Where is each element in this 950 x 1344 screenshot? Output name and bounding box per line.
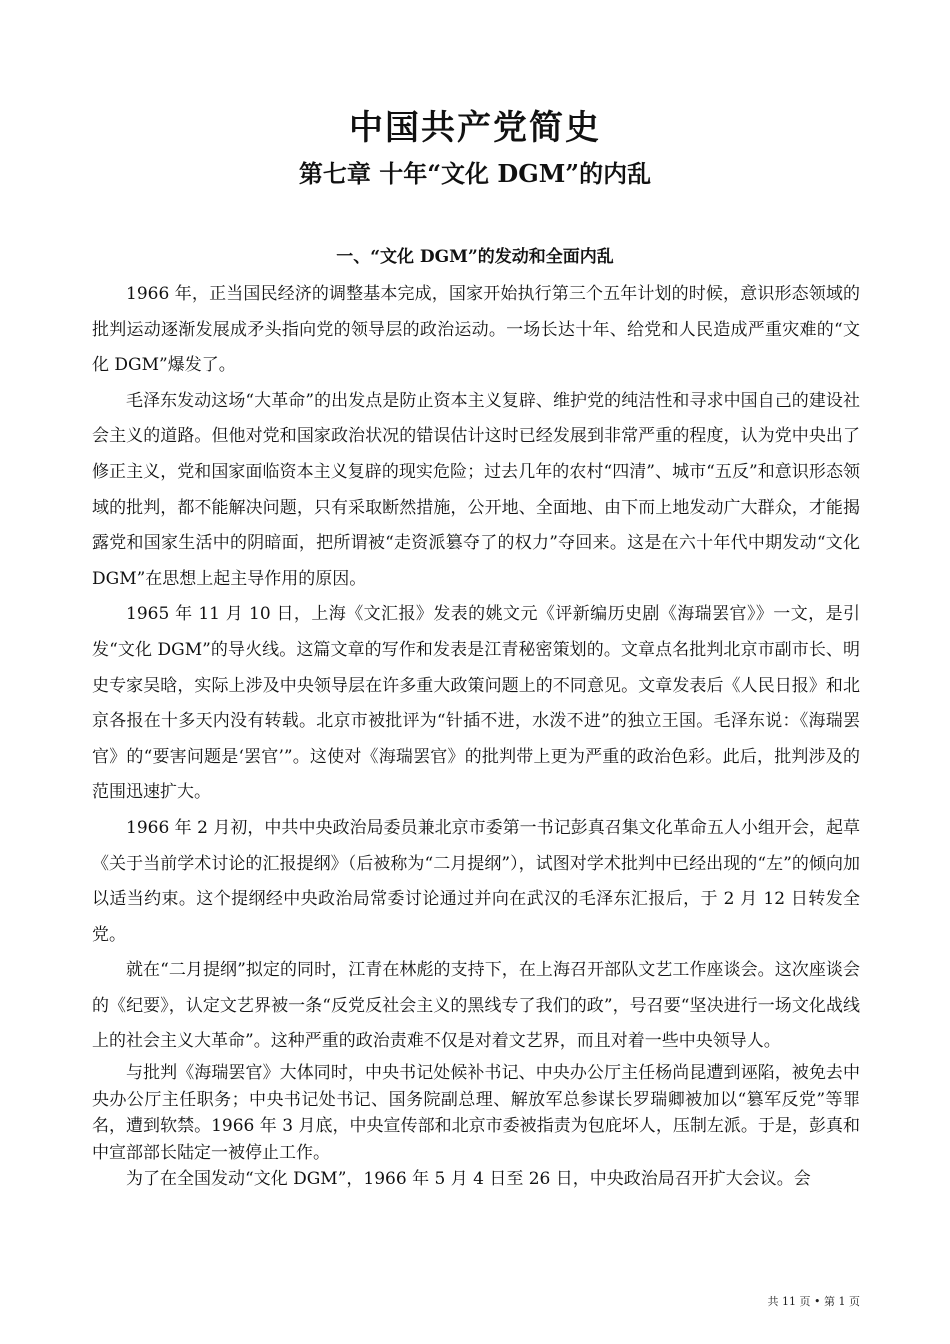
paragraph-4: 1966 年 2 月初，中共中央政治局委员兼北京市委第一书记彭真召集文化革命五人小组开会，起草《关于当前学术讨论的汇报提纲》（后被称为“二月提纲”），试图对学术批判中已经出现的“左”的倾向加以适当约束。这个提纲经中央政治局常委讨论通过并向在武汉的毛泽东汇报后，于 2 月 12 日转发全党。 [92, 817, 860, 945]
section-heading: 一、“文化 DGM”的发动和全面内乱 [336, 247, 614, 267]
paragraph-1: 1966 年，正当国民经济的调整基本完成，国家开始执行第三个五年计划的时候，意识形态领域的批判运动逐渐发展成矛头指向党的领导层的政治运动。一场长达十年、给党和人民造成严重灾难的“文化 DGM”爆发了。 [92, 284, 860, 376]
document-body [92, 277, 860, 1193]
paragraph-2: 毛泽东发动这场“大革命”的出发点是防止资本主义复辟、维护党的纯洁性和寻求中国自己的建设社会主义的道路。但他对党和国家政治状况的错误估计这时已经发展到非常严重的程度，认为党中央出了修正主义，党和国家面临资本主义复辟的现实危险；过去几年的农村“四清”、城市“五反”和意识形态领域的批判，都不能解决问题，只有采取断然措施，公开地、全面地、由下而上地发动广大群众，才能揭露党和国家生活中的阴暗面，把所谓被“走资派篡夺了的权力”夺回来。这是在六十年代中期发动“文化 DGM”在思想上起主导作用的原因。 [92, 390, 860, 589]
paragraph-7: 为了在全国发动“文化 DGM”，1966 年 5 月 4 日至 26 日，中央政治局召开扩大会议。会 [126, 1169, 811, 1190]
page-footer: 共 11 页 • 第 1 页 [767, 1295, 860, 1308]
paragraph-5: 就在“二月提纲”拟定的同时，江青在林彪的支持下，在上海召开部队文艺工作座谈会。这次座谈会的《纪要》，认定文艺界被一条“反党反社会主义的黑线专了我们的政”，号召要“坚决进行一场文化战线上的社会主义大革命”。这种严重的政治责难不仅是对着文艺界，而且对着一些中央领导人。 [92, 960, 860, 1052]
paragraph-6: 与批判《海瑞罢官》大体同时，中央书记处候补书记、中央办公厅主任杨尚昆遭到诬陷，被免去中央办公厅主任职务；中央书记处书记、国务院副总理、解放军总参谋长罗瑞卿被加以“篡军反党”等罪名，遭到软禁。1966 年 3 月底，中央宣传部和北京市委被指责为包庇坏人，压制左派。于是，彭真和中宣部部长陆定一被停止工作。 [92, 1063, 860, 1163]
chapter-title: 第七章 十年“文化 DGM”的内乱 [298, 159, 652, 188]
paragraph-3: 1965 年 11 月 10 日，上海《文汇报》发表的姚文元《评新编历史剧《海瑞罢官》》一文，是引发“文化 DGM”的导火线。这篇文章的写作和发表是江青秘密策划的。文章点名批判北京市副市长、明史专家吴晗，实际上涉及中央领导层在许多重大政策问题上的不同意见。文章发表后《人民日报》和北京各报在十多天内没有转载。北京市被批评为“针插不进，水泼不进”的独立王国。毛泽东说：《海瑞罢官》的“要害问题是‘罢官’”。这使对《海瑞罢官》的批判带上更为严重的政治色彩。此后，批判涉及的范围迅速扩大。 [92, 604, 860, 803]
document-title: 中国共产党简史 [349, 108, 601, 148]
